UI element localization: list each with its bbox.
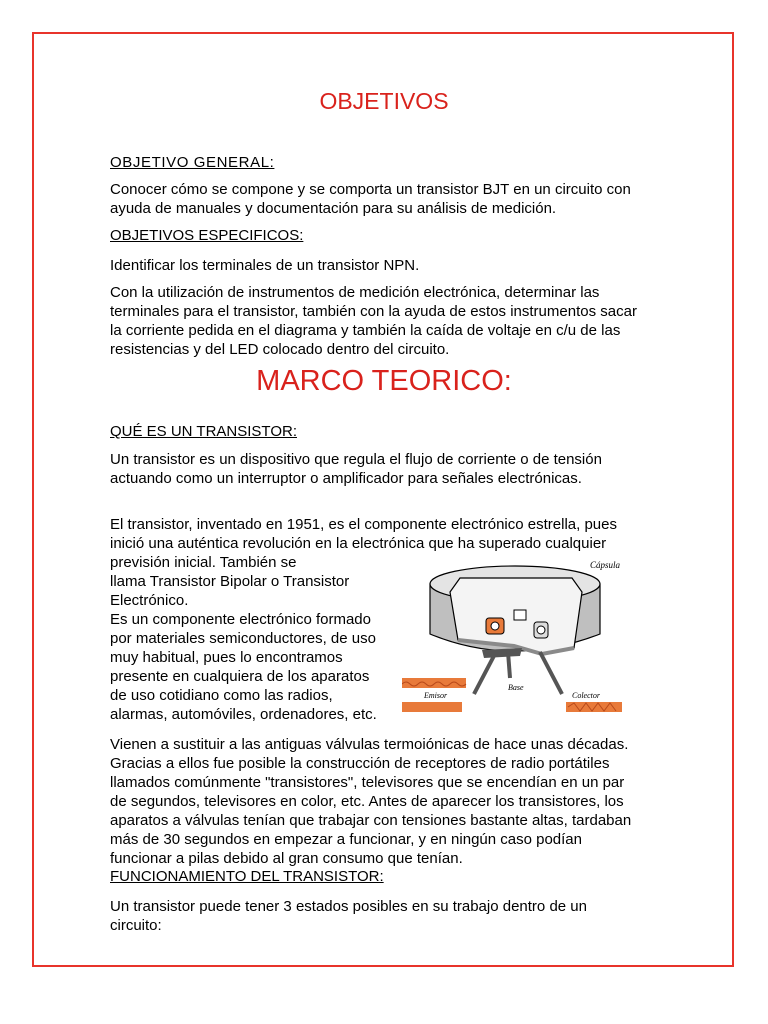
capsule-label: Cápsula xyxy=(590,560,621,570)
text-line: la corriente pedida en el diagrama y también la caída de voltaje en c/u de las xyxy=(110,322,621,339)
text-line: Gracias a ellos fue posible la construcción de receptores de radio portátiles xyxy=(110,755,610,772)
text-line: Un transistor es un dispositivo que regula el flujo de corriente o de tensión xyxy=(110,451,602,468)
objetivo-general-title: OBJETIVO GENERAL: xyxy=(110,154,275,171)
emitter-label: Emisor xyxy=(424,691,448,700)
text-line: El transistor, inventado en 1951, es el componente electrónico estrella, pues xyxy=(110,516,617,533)
text-line: más de 30 segundos en empezar a funcionar, y en ningún caso podían xyxy=(110,831,582,848)
base-label: Base xyxy=(508,683,524,692)
text-line: presente en cualquiera de los aparatos xyxy=(110,668,370,685)
text-line: funcionar a pilas debido al gran consumo que tenían. xyxy=(110,850,463,867)
text-line: circuito: xyxy=(110,917,162,934)
text-line: Conocer cómo se compone y se comporta un transistor BJT en un circuito con xyxy=(110,181,631,198)
objetivo-general-text xyxy=(110,180,650,218)
text-line: Vienen a sustituir a las antiguas válvulas termoiónicas de hace unas décadas. xyxy=(110,736,629,753)
text-line: ayuda de manuales y documentación para su análisis de medición. xyxy=(110,200,557,217)
text-line: actuando como un interruptor o amplificador para señales electrónicas. xyxy=(110,470,582,487)
text-line: resistencias y del LED colocado dentro del circuito. xyxy=(110,341,450,358)
text-line: llama Transistor Bipolar o Transistor xyxy=(110,573,350,590)
especifico-item-2 xyxy=(110,283,650,359)
text-line: de segundos, televisores en color, etc. Antes de aparecer los transistores, los xyxy=(110,793,624,810)
que-es-text xyxy=(110,450,650,488)
collector-label: Colector xyxy=(572,691,600,700)
especifico-item-1: Identificar los terminales de un transistor NPN. xyxy=(110,257,420,274)
text-line: de uso cotidiano como las radios, xyxy=(110,687,333,704)
transistor-illustration xyxy=(402,556,622,716)
heading-marco-teorico: MARCO TEORICO: xyxy=(256,365,512,397)
valvulas-text xyxy=(110,735,650,868)
objetivos-especificos-title: OBJETIVOS ESPECIFICOS: xyxy=(110,227,304,244)
text-line: alarmas, automóviles, ordenadores, etc. xyxy=(110,706,377,723)
text-line: Electrónico. xyxy=(110,592,189,609)
funcionamiento-text xyxy=(110,897,650,935)
que-es-title: QUÉ ES UN TRANSISTOR: xyxy=(110,423,297,440)
text-line: Es un componente electrónico formado xyxy=(110,611,371,628)
text-line: llamados comúnmente "transistores", televisores que se encendían en un par xyxy=(110,774,625,791)
text-line: Un transistor puede tener 3 estados posibles en su trabajo dentro de un xyxy=(110,898,587,915)
funcionamiento-title: FUNCIONAMIENTO DEL TRANSISTOR: xyxy=(110,868,384,885)
text-line: inició una auténtica revolución en la electrónica que ha superado cualquier xyxy=(110,535,607,552)
text-line: terminales para el transistor, también con la ayuda de estos instrumentos sacar xyxy=(110,303,637,320)
heading-objetivos: OBJETIVOS xyxy=(319,88,449,114)
text-line: aparatos a válvulas tenían que trabajar con tensiones bastante altas, tardaban xyxy=(110,812,632,829)
text-line: Con la utilización de instrumentos de medición electrónica, determinar las xyxy=(110,284,600,301)
text-line: muy habitual, pues lo encontramos xyxy=(110,649,343,666)
text-line: previsión inicial. También se xyxy=(110,554,297,571)
text-line: por materiales semiconductores, de uso xyxy=(110,630,376,647)
